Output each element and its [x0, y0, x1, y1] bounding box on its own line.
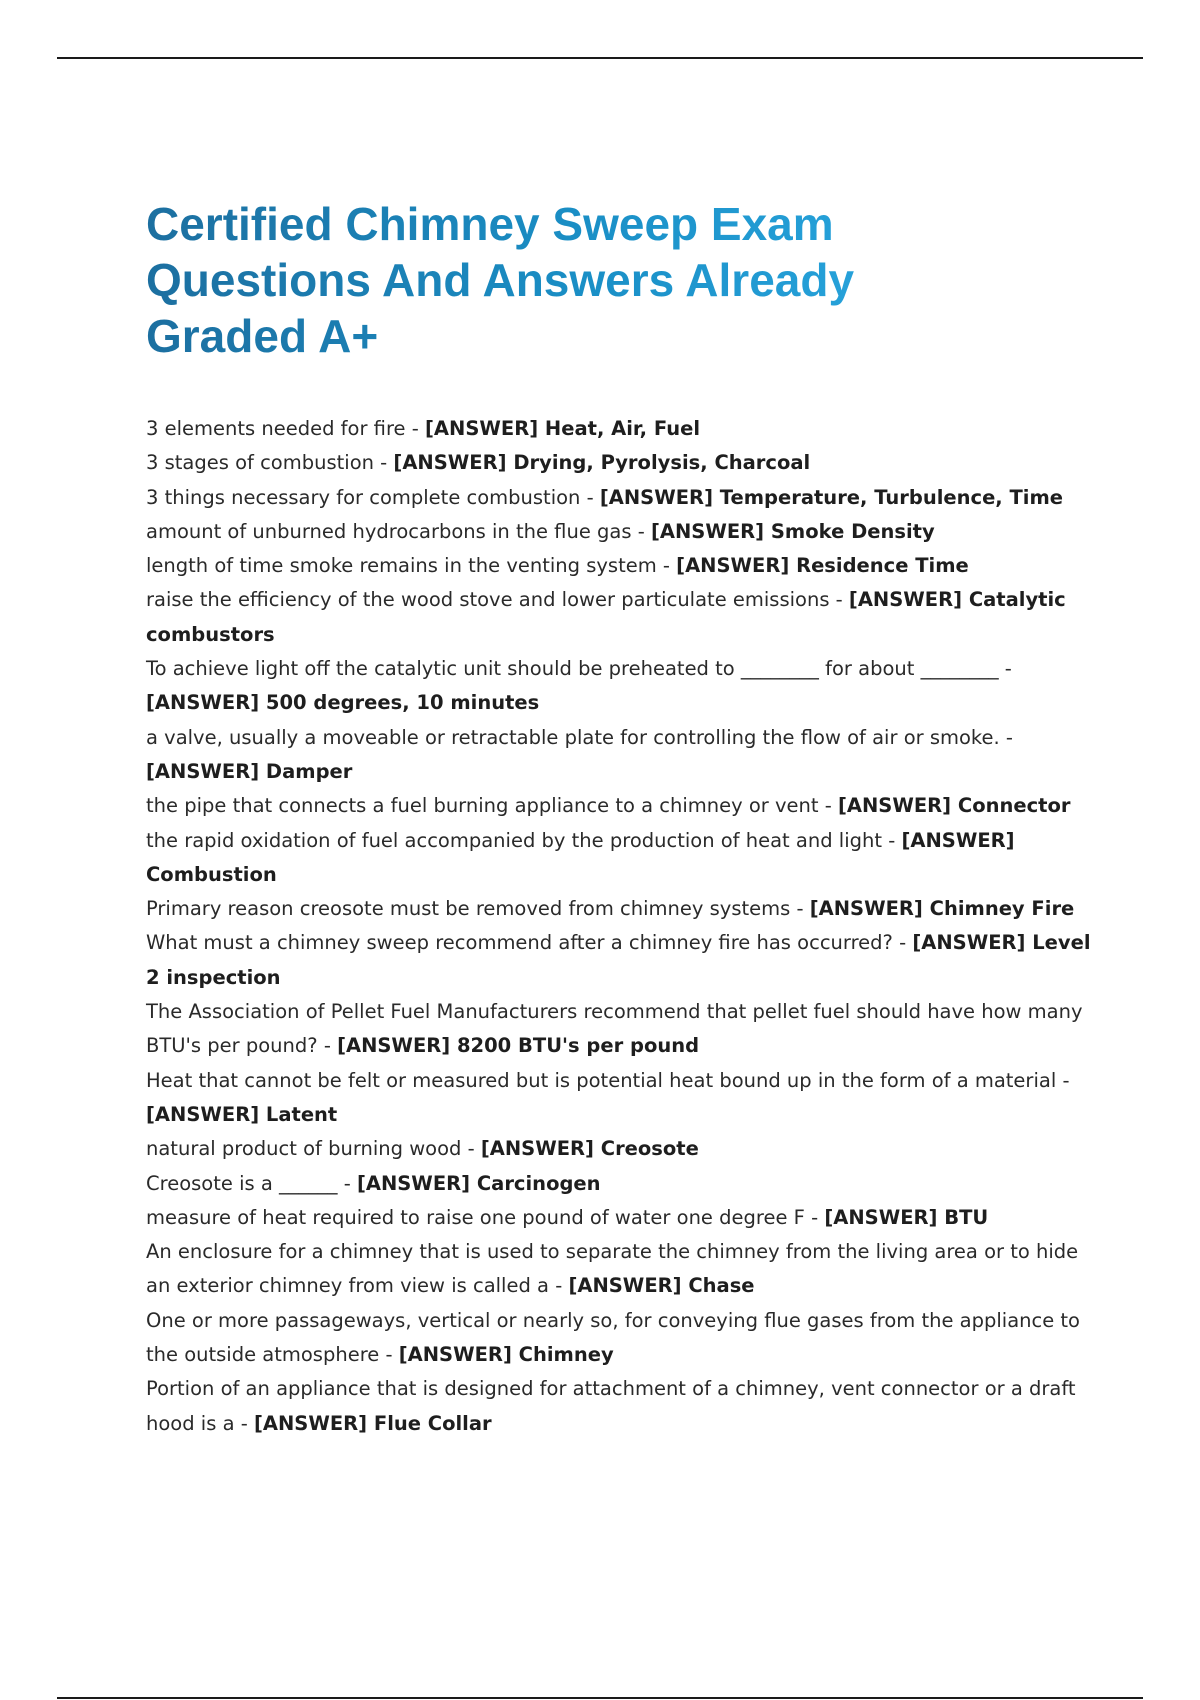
answer-text: [ANSWER] Carcinogen — [356, 1171, 601, 1195]
answer-text: [ANSWER] Connector — [837, 794, 1071, 818]
qa-separator: - — [656, 554, 677, 578]
page-title-line-3: Graded A+ — [146, 310, 379, 362]
question-text: To achieve light off the catalytic unit should be preheated to ________ for about ________ — [146, 657, 999, 681]
answer-text: [ANSWER] Combustion — [146, 828, 1015, 886]
answer-text: [ANSWER] Chimney Fire — [809, 897, 1075, 921]
question-text: 3 stages of combustion — [146, 451, 374, 475]
question-text: Heat that cannot be felt or measured but is potential heat bound up in the form of a material — [146, 1068, 1057, 1092]
qa-separator: - — [580, 485, 600, 509]
qa-item — [146, 1132, 1101, 1166]
question-text: 3 things necessary for complete combustion — [146, 485, 581, 509]
question-text: Creosote is a ______ — [146, 1171, 338, 1195]
qa-separator: - — [549, 1274, 569, 1298]
qa-separator: - — [790, 897, 810, 921]
qa-separator: - — [461, 1137, 481, 1161]
qa-separator: - — [317, 1034, 338, 1058]
qa-separator: - — [804, 1205, 825, 1229]
qa-item — [146, 995, 1101, 1064]
answer-text: [ANSWER] 8200 BTU's per pound — [337, 1034, 700, 1058]
qa-separator: - — [405, 417, 425, 440]
qa-item — [146, 824, 1101, 893]
question-text: raise the efficiency of the wood stove and lower particulate emissions — [146, 588, 830, 612]
qa-separator: - — [829, 588, 849, 612]
question-text: One or more passageways, vertical or nearly so, for conveying flue gases from the appliance to the outside atmosphere — [146, 1308, 1080, 1367]
qa-separator: - — [337, 1171, 357, 1195]
answer-text: [ANSWER] Damper — [146, 759, 353, 783]
qa-separator: - — [631, 519, 651, 543]
answer-text: [ANSWER] Latent — [146, 1102, 338, 1126]
question-text: measure of heat required to raise one pound of water one degree F — [146, 1205, 805, 1229]
question-text: 3 elements needed for fire — [146, 417, 406, 440]
answer-text: [ANSWER] Flue Collar — [253, 1411, 492, 1435]
answer-text: [ANSWER] Residence Time — [676, 554, 969, 578]
question-text: a valve, usually a moveable or retractable plate for controlling the flow of air or smoke. — [146, 725, 1000, 749]
answer-text: [ANSWER] Creosote — [480, 1137, 699, 1161]
qa-item — [146, 1201, 1101, 1235]
qa-separator: - — [892, 931, 913, 955]
page-title-line-1: Certified Chimney Sweep Exam — [146, 198, 834, 250]
qa-separator: - — [1056, 1068, 1070, 1092]
question-text: Primary reason creosote must be removed from chimney systems — [146, 897, 791, 921]
qa-item — [146, 721, 1101, 790]
qa-item — [146, 481, 1101, 515]
answer-text: [ANSWER] Chase — [568, 1274, 755, 1298]
page-title — [146, 196, 946, 364]
question-text: the pipe that connects a fuel burning appliance to a chimney or vent — [146, 794, 819, 818]
answer-text: [ANSWER] Drying, Pyrolysis, Charcoal — [393, 451, 811, 475]
qa-separator: - — [234, 1411, 254, 1435]
answer-text: [ANSWER] Heat, Air, Fuel — [425, 417, 700, 440]
qa-separator: - — [998, 657, 1012, 681]
page-title-line-2: Questions And Answers Already — [146, 254, 855, 306]
answer-text: [ANSWER] Smoke Density — [650, 519, 935, 543]
question-text: The Association of Pellet Fuel Manufacturers recommend that pellet fuel should have how many BTU's per pound? — [146, 1000, 1083, 1058]
question-text: Portion of an appliance that is designed for attachment of a chimney, vent connector or a draft hood is a — [146, 1377, 1076, 1435]
question-text: natural product of burning wood — [146, 1137, 462, 1161]
answer-text: [ANSWER] 500 degrees, 10 minutes — [146, 691, 540, 715]
question-text: What must a chimney sweep recommend after a chimney fire has occurred? — [146, 931, 893, 955]
qa-item — [146, 892, 1101, 926]
qa-list — [146, 412, 1101, 1441]
qa-item — [146, 652, 1101, 721]
qa-item — [146, 1304, 1101, 1373]
qa-item — [146, 1372, 1101, 1441]
qa-item — [146, 515, 1101, 549]
qa-item — [146, 549, 1101, 583]
question-text: length of time smoke remains in the venting system — [146, 554, 657, 578]
question-text: amount of unburned hydrocarbons in the flue gas — [146, 519, 632, 543]
qa-item — [146, 583, 1101, 652]
question-text: the rapid oxidation of fuel accompanied by the production of heat and light — [146, 828, 883, 852]
qa-item — [146, 926, 1101, 995]
qa-separator: - — [818, 794, 838, 818]
qa-separator: - — [379, 1343, 399, 1367]
qa-separator: - — [373, 451, 394, 475]
qa-item — [146, 1064, 1101, 1133]
answer-text: [ANSWER] Catalytic combustors — [146, 588, 1066, 646]
bottom-divider — [57, 1697, 1143, 1699]
qa-item — [146, 1235, 1101, 1304]
qa-item — [146, 412, 1101, 446]
qa-item — [146, 789, 1101, 823]
answer-text: [ANSWER] Temperature, Turbulence, Time — [599, 485, 1064, 509]
question-text: An enclosure for a chimney that is used to separate the chimney from the living area or to hide an exterior chimney from view is called a — [146, 1240, 1079, 1298]
answer-text: [ANSWER] Chimney — [398, 1343, 614, 1367]
qa-item — [146, 1167, 1101, 1201]
answer-text: [ANSWER] Level 2 inspection — [146, 931, 1091, 989]
qa-item — [146, 446, 1101, 480]
answer-text: [ANSWER] BTU — [824, 1205, 989, 1229]
qa-separator: - — [882, 828, 902, 852]
qa-separator: - — [999, 725, 1013, 749]
top-divider — [57, 57, 1143, 59]
